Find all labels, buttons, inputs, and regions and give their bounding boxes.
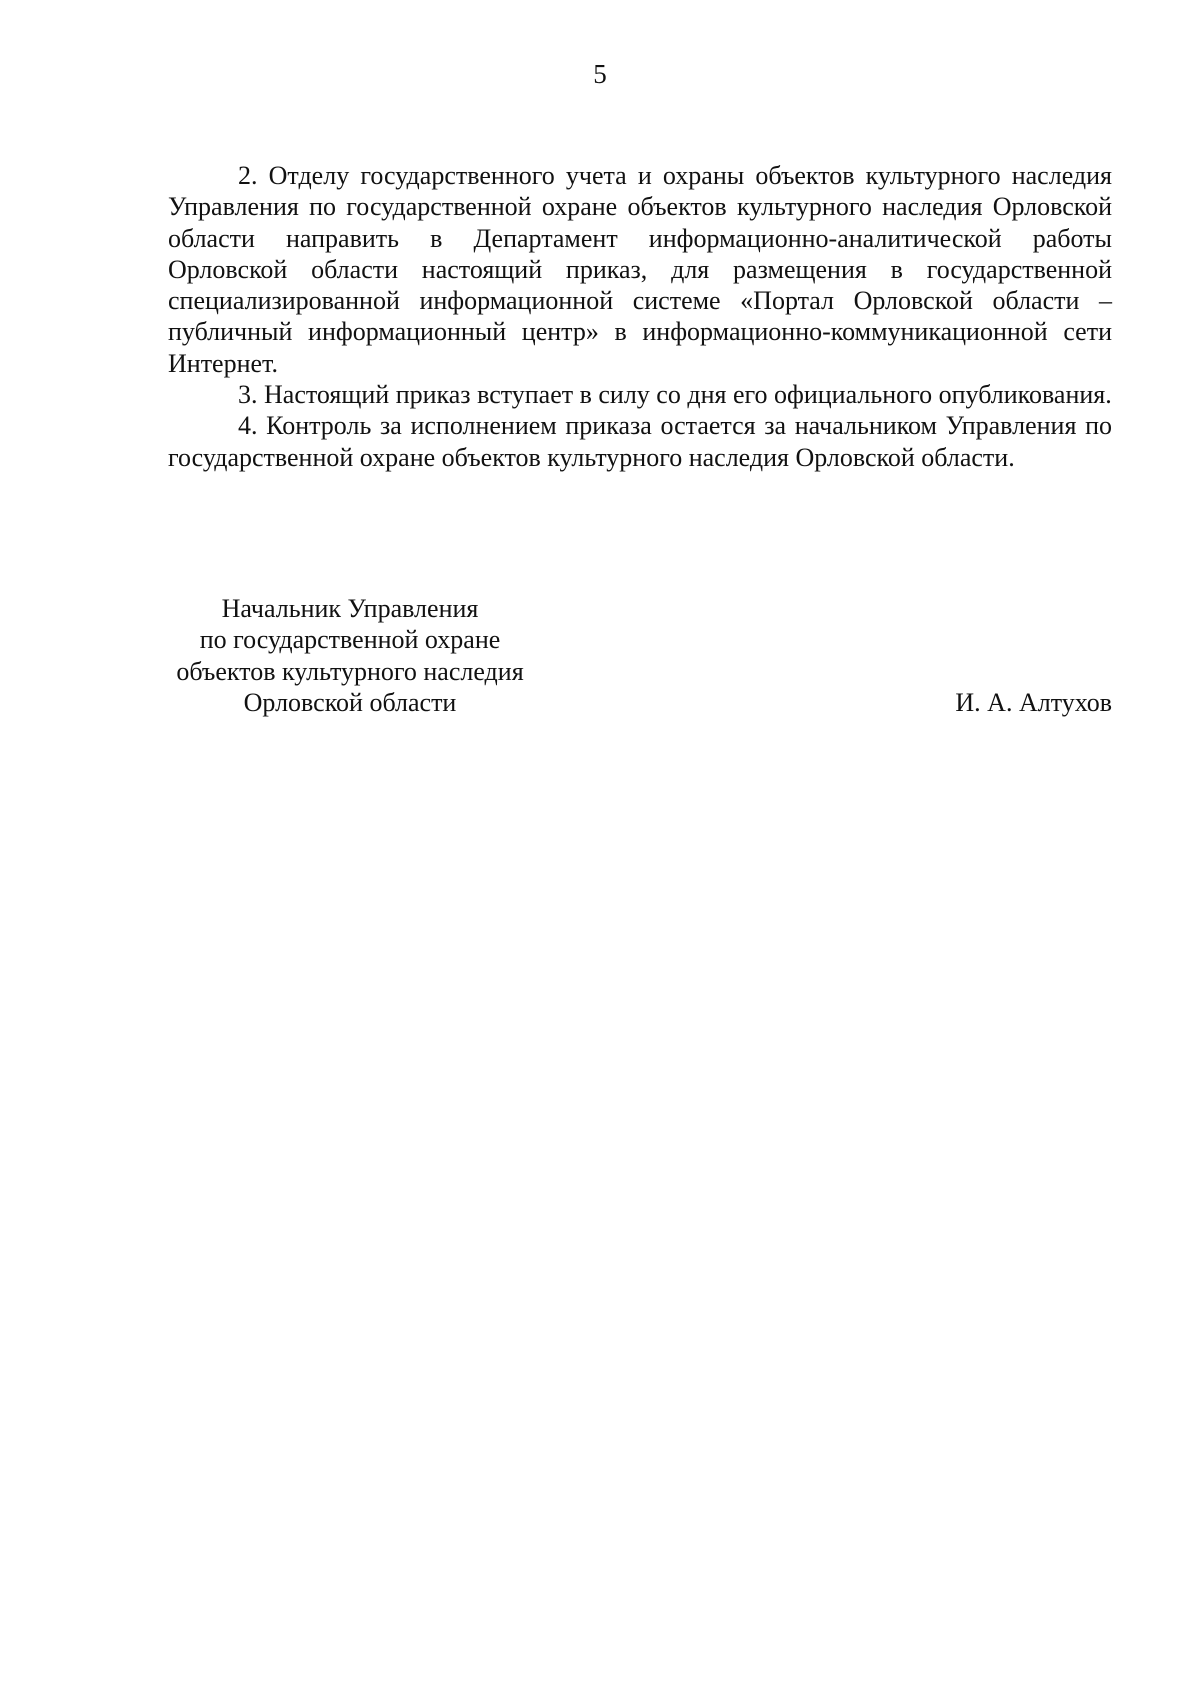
document-body xyxy=(168,160,1112,473)
position-line: Начальник Управления xyxy=(221,594,479,623)
signatory-position xyxy=(150,593,550,718)
position-line: объектов культурного наследия xyxy=(176,656,524,686)
position-line: по государственной охране xyxy=(199,625,501,655)
paragraph-3: 3. Настоящий приказ вступает в силу со дня его официального опубликования. xyxy=(238,380,1112,410)
page-number: 5 xyxy=(593,59,607,89)
position-line: Орловской области xyxy=(243,687,457,717)
signatory-name: И. А. Алтухов xyxy=(955,688,1112,717)
paragraph-2: 2. Отделу государственного учета и охраны объектов культурного наследия Управления по государственной охране объектов культурного наследия Орловской области направить в Департамент информационно-аналитической работы Орловской области настоящий приказ, для размещения в государственной специализированной информационной системе «Портал Орловской области – публичный информационный центр» в информационно-коммуникационной сети Интернет. xyxy=(168,161,1112,378)
paragraph-4: 4. Контроль за исполнением приказа остается за начальником Управления по государственной охране объектов культурного наследия Орловской области. xyxy=(168,411,1112,472)
